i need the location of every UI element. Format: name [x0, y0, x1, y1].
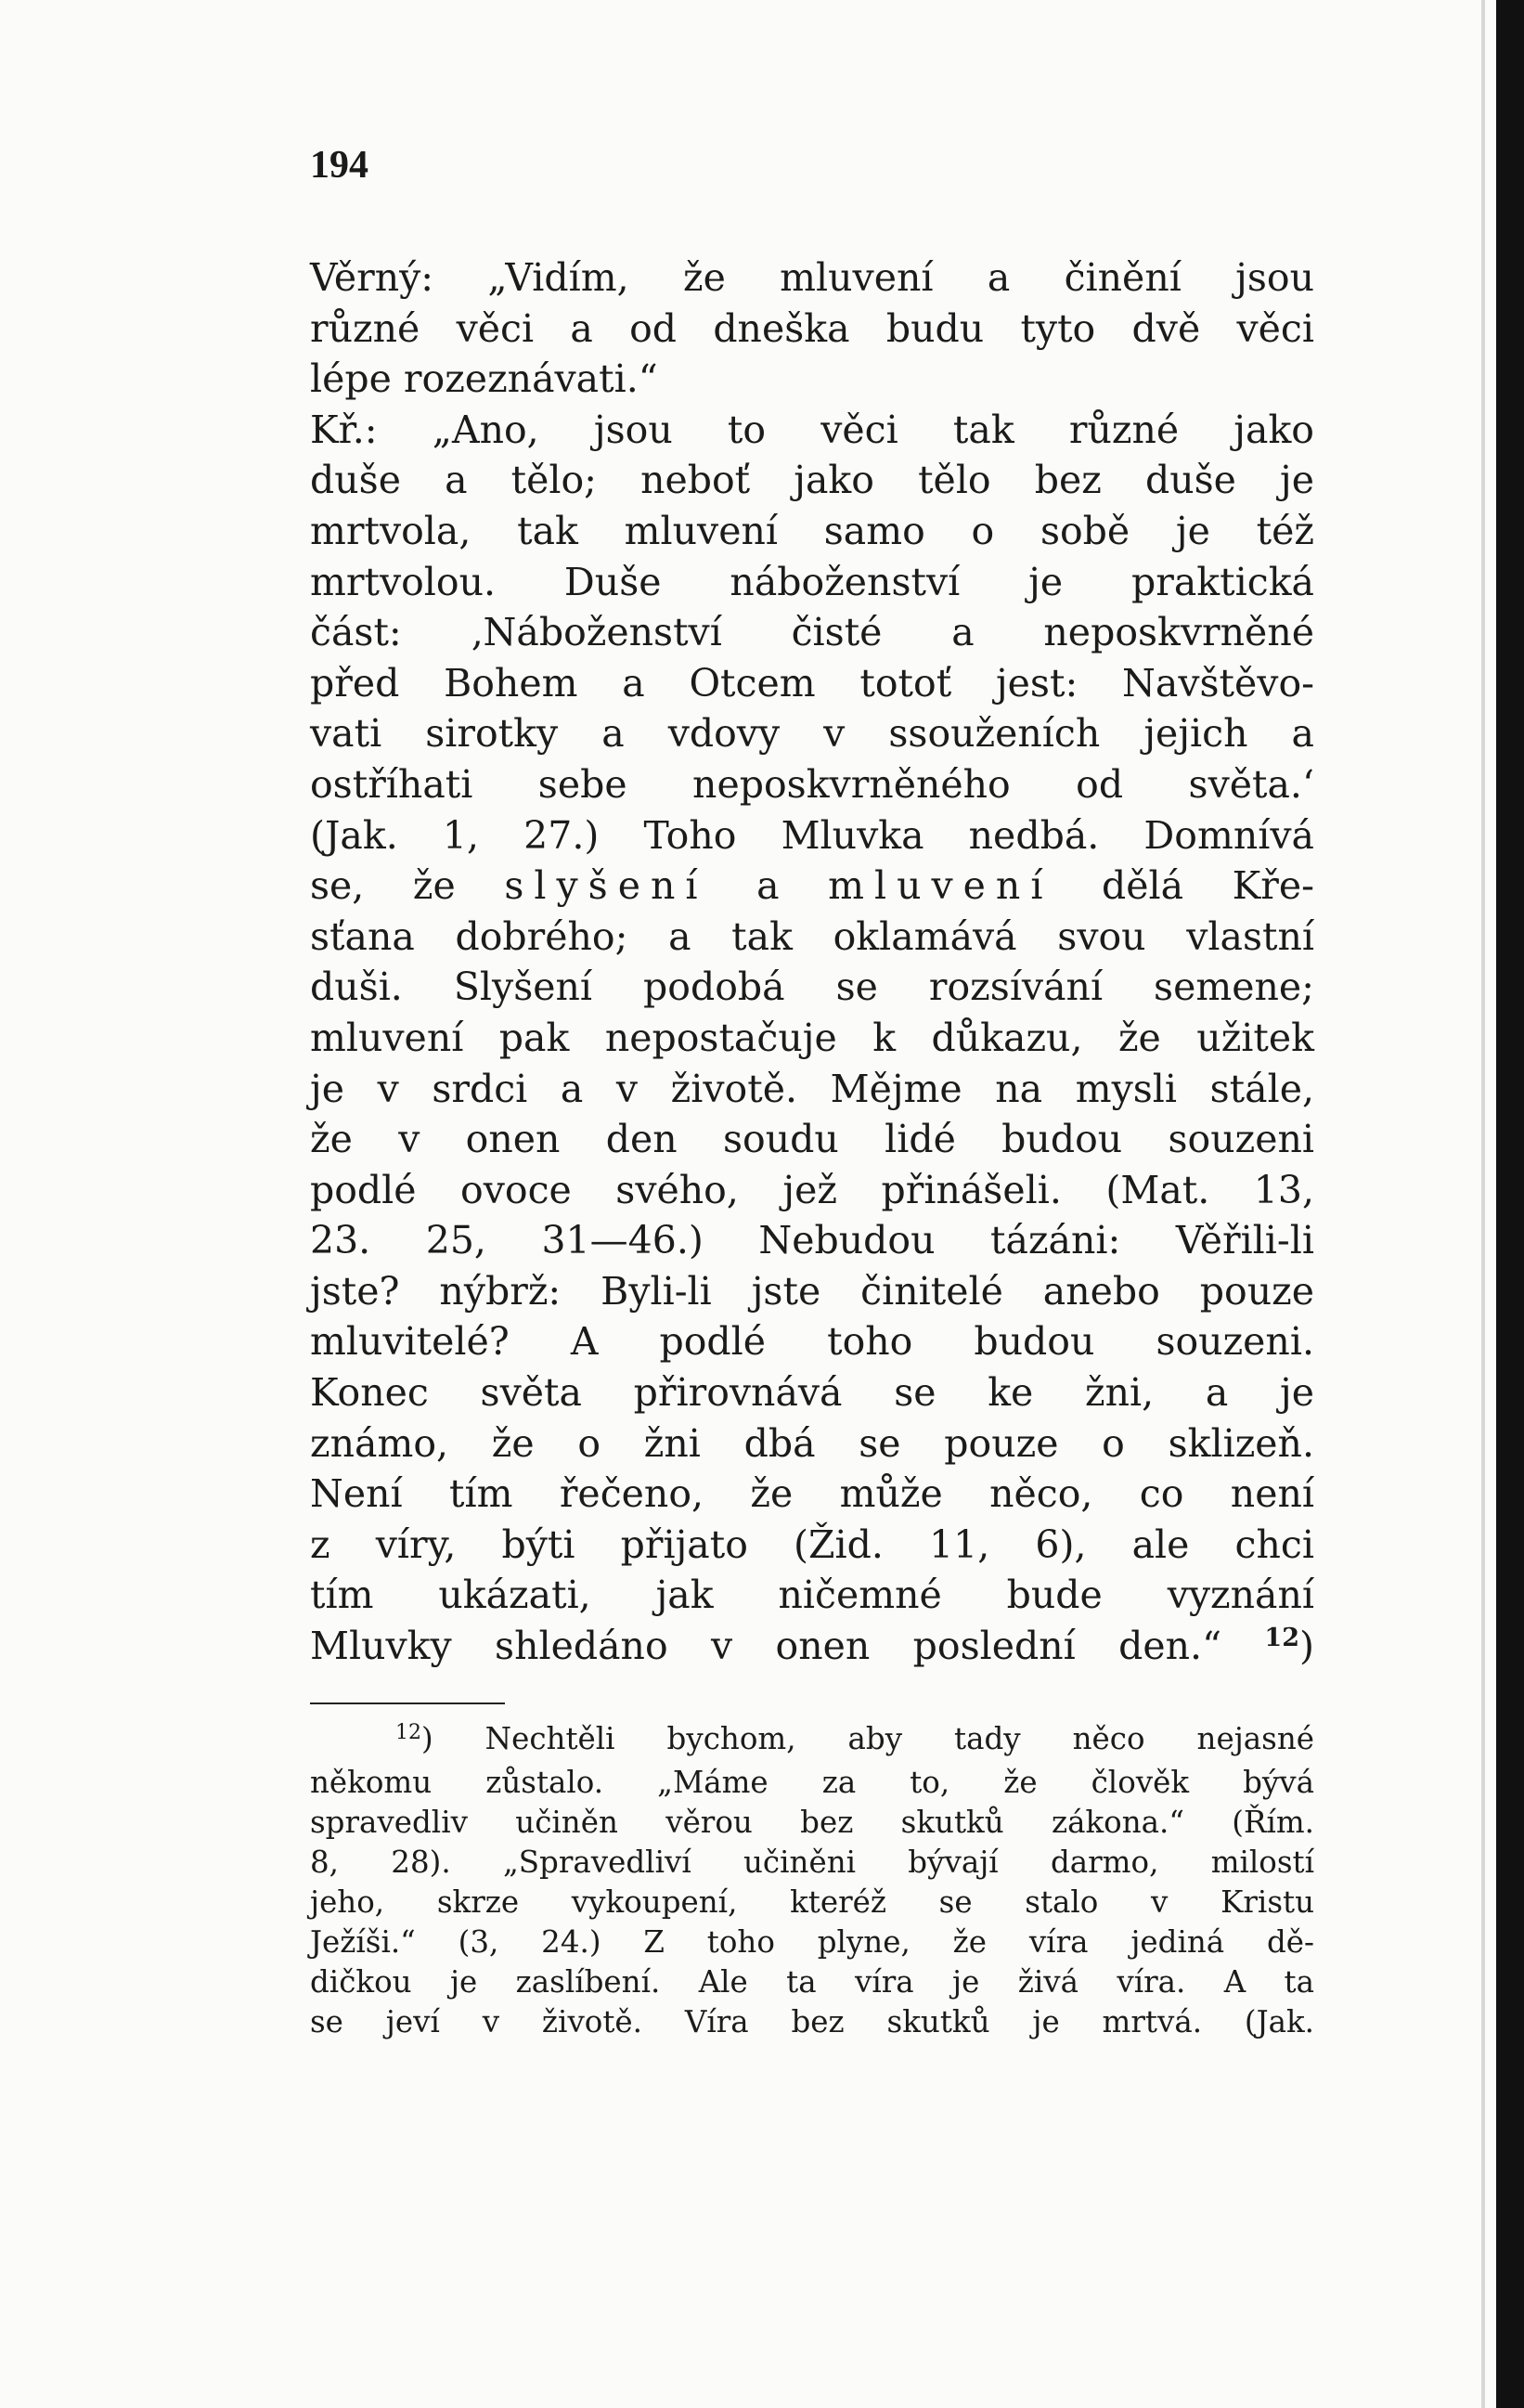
text-line: známo, že o žni dbá se pouze o sklizeň.	[310, 1420, 1314, 1466]
footnote-line: spravedliv učiněn věrou bez skutků zákona.“ (Řím.	[310, 1805, 1314, 1840]
text-line: mrtvolou. Duše náboženství je praktická	[310, 559, 1314, 604]
text-line: sťana dobrého; a tak oklamává svou vlastní	[310, 913, 1314, 959]
text-line: že v onen den soudu lidé budou souzeni	[310, 1117, 1314, 1162]
text-segment: Mluvky shledáno v onen poslední den.“	[310, 1624, 1222, 1669]
text-segment: ) Nechtěli bychom, aby tady něco nejasné	[421, 1721, 1314, 1756]
footnote-line: někomu zůstalo. „Máme za to, že člověk bývá	[310, 1765, 1314, 1800]
text-line: část: ‚Náboženství čisté a neposkvrněné	[310, 610, 1314, 655]
text-line: mrtvola, tak mluvení samo o sobě je též	[310, 508, 1314, 553]
text-line: podlé ovoce svého, jež přinášeli. (Mat. 13,	[310, 1167, 1314, 1212]
text-line: mluvitelé? A podlé toho budou souzeni.	[310, 1319, 1314, 1365]
footnote-line	[310, 1719, 1314, 1763]
page-number: 194	[310, 144, 368, 187]
footnote-reference: 12	[1264, 1624, 1299, 1653]
text-line: vati sirotky a vdovy v ssouženích jejich a	[310, 711, 1314, 757]
text-line: mluvení pak nepostačuje k důkazu, že užitek	[310, 1015, 1314, 1060]
text-line: tím ukázati, jak ničemné bude vyznání	[310, 1573, 1314, 1618]
text-segment: a	[756, 863, 780, 909]
text-line: (Jak. 1, 27.) Toho Mluvka nedbá. Domnívá	[310, 812, 1314, 858]
scan-border	[1496, 0, 1524, 2408]
footnote-mark: 12	[395, 1721, 421, 1744]
text-line: duši. Slyšení podobá se rozsívání semene;	[310, 964, 1314, 1010]
text-line: 23. 25, 31—46.) Nebudou tázáni: Věřili-li	[310, 1218, 1314, 1263]
text-line: je v srdci a v životě. Mějme na mysli stále,	[310, 1066, 1314, 1111]
text-line: před Bohem a Otcem totoť jest: Navštěvo-	[310, 660, 1314, 706]
text-line: z víry, býti přijato (Žid. 11, 6), ale chci	[310, 1521, 1314, 1567]
page-edge-line	[1481, 0, 1485, 2408]
text-line: jste? nýbrž: Byli-li jste činitelé anebo pouze	[310, 1268, 1314, 1314]
text-line: Věrný: „Vidím, že mluvení a činění jsou	[310, 255, 1314, 300]
emphasized-word: mluvení	[828, 863, 1053, 909]
text-segment: se, že	[310, 863, 456, 909]
footnote-line: dičkou je zaslíbení. Ale ta víra je živá víra. A ta	[310, 1964, 1314, 2000]
text-segment: dělá Kře-	[1102, 863, 1314, 909]
text-line: různé věci a od dneška budu tyto dvě věci	[310, 305, 1314, 351]
text-line: Kř.: „Ano, jsou to věci tak různé jako	[310, 407, 1314, 452]
text-segment: )	[1298, 1624, 1314, 1669]
text-line: lépe rozeznávati.“	[310, 356, 658, 402]
footnote-line: se jeví v životě. Víra bez skutků je mrtvá. (Jak.	[310, 2004, 1314, 2039]
footnote-line: jeho, skrze vykoupení, kteréž se stalo v Kristu	[310, 1884, 1314, 1920]
footnote-line: 8, 28). „Spravedliví učiněni bývají darmo, milostí	[310, 1845, 1314, 1880]
text-line: Konec světa přirovnává se ke žni, a je	[310, 1370, 1314, 1416]
text-line: ostříhati sebe neposkvrněného od světa.‘	[310, 761, 1314, 807]
text-line-last	[310, 1621, 1314, 1677]
main-text	[310, 252, 1314, 1677]
text-line-emphasis	[310, 861, 1314, 912]
text-line: duše a tělo; neboť jako tělo bez duše je	[310, 458, 1314, 503]
footnote-line: Ježíši.“ (3, 24.) Z toho plyne, že víra jediná dě-	[310, 1924, 1314, 1960]
emphasized-word: slyšení	[504, 863, 708, 909]
text-line: Není tím řečeno, že může něco, co není	[310, 1471, 1314, 1517]
footnote-divider	[310, 1702, 505, 1704]
footnote	[310, 1719, 1314, 2042]
